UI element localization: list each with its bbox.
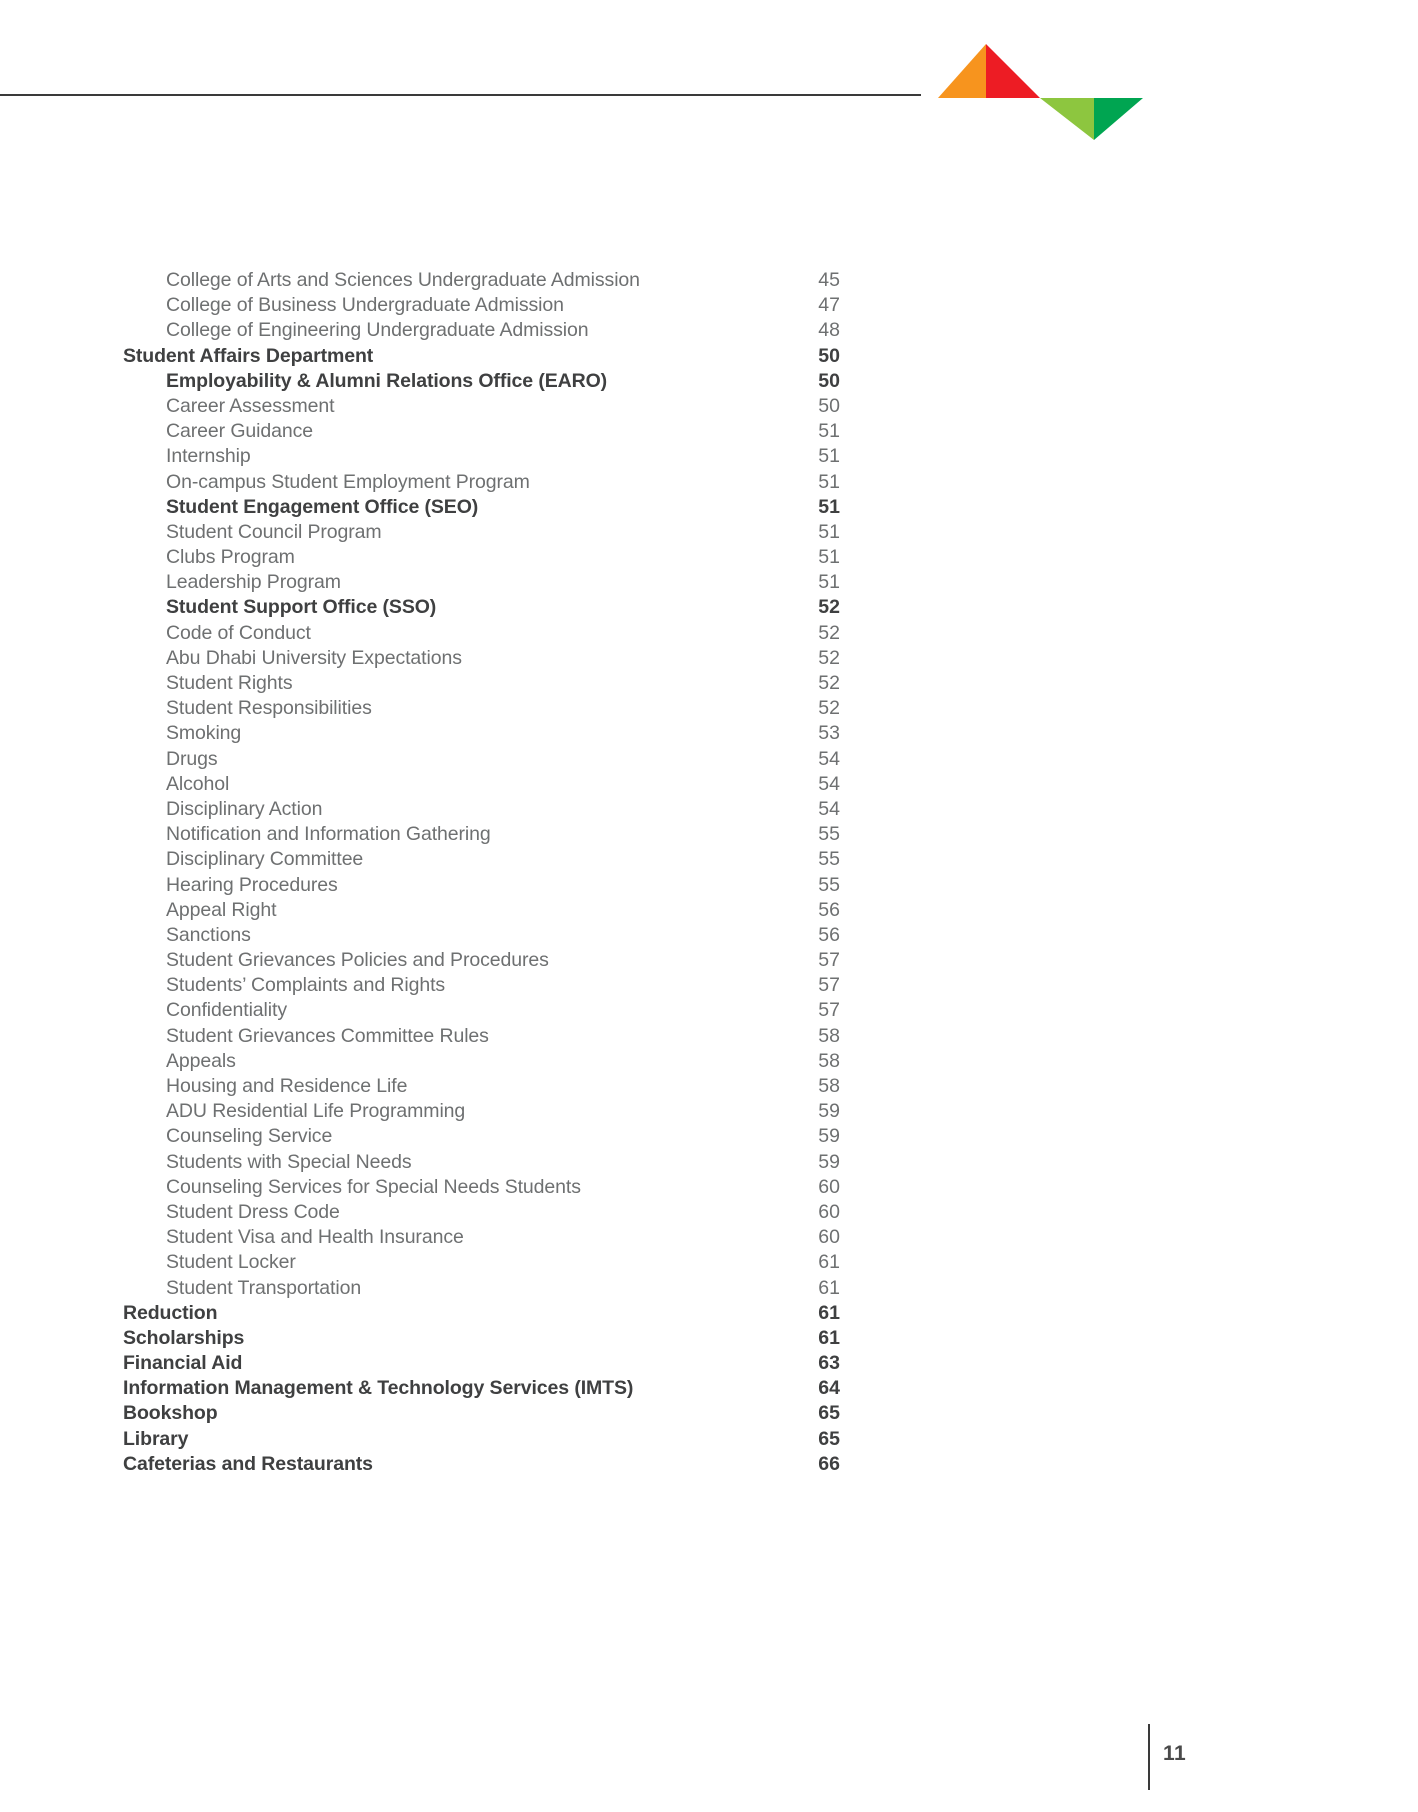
toc-entry-page-number: 61 (818, 1326, 840, 1349)
toc-entry-page-number: 59 (818, 1125, 840, 1148)
toc-entry-page-number: 50 (818, 344, 840, 367)
toc-entry-title: Internship (166, 445, 251, 468)
toc-entry[interactable] (0, 721, 1418, 746)
toc-entry[interactable] (0, 394, 1418, 419)
toc-entry-page-number: 55 (818, 823, 840, 846)
toc-entry-title: Code of Conduct (166, 621, 311, 644)
toc-entry-page-number: 64 (818, 1377, 840, 1400)
toc-entry-page-number: 51 (818, 420, 840, 443)
toc-entry-page-number: 61 (818, 1301, 840, 1324)
footer-divider-rule (1148, 1724, 1150, 1790)
toc-entry[interactable] (0, 797, 1418, 822)
toc-entry[interactable] (0, 1175, 1418, 1200)
table-of-contents (0, 268, 1418, 1477)
toc-entry[interactable] (0, 1049, 1418, 1074)
toc-entry-page-number: 57 (818, 949, 840, 972)
toc-entry[interactable] (0, 470, 1418, 495)
toc-entry-page-number: 48 (818, 319, 840, 342)
toc-entry-page-number: 61 (818, 1251, 840, 1274)
toc-entry-page-number: 54 (818, 797, 840, 820)
toc-entry-page-number: 56 (818, 923, 840, 946)
toc-entry-title: Disciplinary Committee (166, 848, 364, 871)
toc-entry-title: Appeal Right (166, 898, 277, 921)
toc-entry-title: Student Rights (166, 672, 293, 694)
toc-entry-page-number: 51 (818, 495, 840, 518)
toc-entry-title: Clubs Program (166, 546, 295, 569)
toc-entry-title: Student Engagement Office (SEO) (166, 495, 479, 518)
toc-entry-title: Financial Aid (123, 1352, 243, 1375)
toc-entry[interactable] (0, 696, 1418, 721)
toc-entry-page-number: 58 (818, 1049, 840, 1072)
header-divider-rule (0, 94, 921, 96)
toc-entry[interactable] (0, 1150, 1418, 1175)
toc-entry-page-number: 60 (818, 1175, 840, 1198)
toc-entry-title: Career Guidance (166, 420, 313, 443)
toc-entry[interactable] (0, 1351, 1418, 1376)
toc-entry[interactable] (0, 1276, 1418, 1301)
toc-entry-page-number: 58 (818, 1075, 840, 1097)
toc-entry-page-number: 50 (818, 394, 840, 417)
toc-entry-title: Hearing Procedures (166, 873, 338, 896)
toc-entry[interactable] (0, 1401, 1418, 1426)
toc-entry[interactable] (0, 1427, 1418, 1452)
toc-entry-page-number: 50 (818, 369, 840, 392)
logo-dark-green-triangle (1094, 98, 1143, 140)
toc-entry-page-number: 51 (818, 445, 840, 468)
toc-entry[interactable] (0, 1124, 1418, 1149)
toc-entry-page-number: 55 (818, 848, 840, 871)
toc-entry-title: Student Locker (166, 1251, 296, 1274)
toc-entry[interactable] (0, 570, 1418, 595)
logo-orange-triangle (938, 44, 986, 98)
toc-entry[interactable] (0, 1225, 1418, 1250)
toc-entry-page-number: 52 (818, 646, 840, 669)
toc-entry-page-number: 52 (818, 672, 840, 694)
toc-entry-title: On-campus Student Employment Program (166, 470, 530, 493)
toc-entry-page-number: 54 (818, 772, 840, 795)
toc-entry-title: Employability & Alumni Relations Office (EARO) (166, 369, 608, 392)
toc-entry-title: Appeals (166, 1049, 236, 1072)
toc-entry-title: Student Grievances Committee Rules (166, 1024, 489, 1047)
toc-entry-title: Student Responsibilities (166, 697, 372, 720)
toc-entry-page-number: 65 (818, 1402, 840, 1425)
logo-light-green-triangle (1040, 98, 1094, 140)
toc-entry[interactable] (0, 1452, 1418, 1477)
logo-red-triangle (986, 44, 1040, 98)
toc-entry[interactable] (0, 344, 1418, 369)
toc-entry[interactable] (0, 444, 1418, 469)
toc-entry[interactable] (0, 898, 1418, 923)
toc-entry-page-number: 60 (818, 1200, 840, 1223)
toc-entry-title: College of Arts and Sciences Undergraduate Admission (166, 269, 640, 291)
toc-entry[interactable] (0, 847, 1418, 872)
toc-entry-title: ADU Residential Life Programming (166, 1100, 466, 1123)
toc-entry-page-number: 45 (818, 269, 840, 291)
toc-entry-page-number: 58 (818, 1024, 840, 1047)
toc-entry[interactable] (0, 948, 1418, 973)
toc-entry-title: Student Dress Code (166, 1200, 340, 1223)
toc-entry[interactable] (0, 293, 1418, 318)
toc-entry-title: Career Assessment (166, 394, 335, 417)
toc-entry-title: Library (123, 1427, 189, 1450)
toc-entry[interactable] (0, 998, 1418, 1023)
toc-entry-page-number: 66 (818, 1452, 840, 1475)
toc-entry-title: Drugs (166, 747, 218, 770)
toc-entry-title: Leadership Program (166, 571, 341, 594)
toc-entry-page-number: 54 (818, 747, 840, 770)
toc-entry[interactable] (0, 646, 1418, 671)
toc-entry[interactable] (0, 873, 1418, 898)
toc-entry-title: Student Support Office (SSO) (166, 596, 437, 619)
toc-entry[interactable] (0, 1250, 1418, 1275)
toc-entry-page-number: 65 (818, 1427, 840, 1450)
toc-entry-page-number: 47 (818, 294, 840, 317)
toc-entry-page-number: 57 (818, 999, 840, 1022)
toc-entry-title: Scholarships (123, 1326, 245, 1349)
toc-entry[interactable] (0, 545, 1418, 570)
toc-entry-title: Housing and Residence Life (166, 1075, 408, 1097)
toc-entry-page-number: 56 (818, 898, 840, 921)
toc-entry[interactable] (0, 1200, 1418, 1225)
toc-entry-page-number: 57 (818, 974, 840, 997)
toc-entry-title: Information Management & Technology Services (IMTS) (123, 1377, 634, 1400)
toc-entry[interactable] (0, 1099, 1418, 1124)
toc-entry[interactable] (0, 621, 1418, 646)
toc-entry-title: Disciplinary Action (166, 797, 323, 820)
toc-entry-title: Students’ Complaints and Rights (166, 974, 446, 997)
toc-entry-title: Student Council Program (166, 520, 382, 543)
toc-entry-page-number: 52 (818, 596, 840, 619)
toc-entry[interactable] (0, 318, 1418, 343)
toc-entry-page-number: 51 (818, 470, 840, 493)
toc-entry[interactable] (0, 973, 1418, 998)
toc-entry[interactable] (0, 1024, 1418, 1049)
toc-entry-title: Alcohol (166, 772, 230, 795)
toc-entry[interactable] (0, 520, 1418, 545)
toc-entry-title: Student Visa and Health Insurance (166, 1226, 464, 1249)
toc-entry[interactable] (0, 923, 1418, 948)
toc-entry[interactable] (0, 747, 1418, 772)
toc-entry[interactable] (0, 419, 1418, 444)
toc-entry-page-number: 61 (818, 1276, 840, 1299)
toc-entry-title: Students with Special Needs (166, 1150, 412, 1173)
toc-entry-title: Sanctions (166, 923, 251, 946)
toc-entry-title: College of Business Undergraduate Admission (166, 294, 564, 317)
toc-entry[interactable] (0, 671, 1418, 696)
toc-entry-page-number: 52 (818, 697, 840, 720)
footer-page-number: 11 (1163, 1742, 1187, 1765)
toc-entry[interactable] (0, 1376, 1418, 1401)
toc-entry-title: Student Transportation (166, 1276, 362, 1299)
toc-entry-title: Abu Dhabi University Expectations (166, 646, 462, 669)
toc-entry-page-number: 52 (818, 621, 840, 644)
toc-entry-title: Counseling Services for Special Needs Students (166, 1175, 581, 1198)
toc-entry-page-number: 63 (818, 1352, 840, 1375)
toc-entry-page-number: 51 (818, 520, 840, 543)
toc-entry-title: Confidentiality (166, 999, 287, 1022)
toc-entry-title: Notification and Information Gathering (166, 823, 491, 846)
toc-entry[interactable] (0, 1074, 1418, 1099)
toc-entry[interactable] (0, 1326, 1418, 1351)
toc-entry-title: Smoking (166, 722, 242, 745)
toc-entry[interactable] (0, 369, 1418, 394)
toc-entry-title: College of Engineering Undergraduate Admission (166, 319, 589, 342)
toc-entry[interactable] (0, 268, 1418, 293)
toc-entry[interactable] (0, 772, 1418, 797)
toc-entry-title: Student Affairs Department (123, 344, 374, 367)
toc-entry-page-number: 51 (818, 546, 840, 569)
toc-entry-page-number: 59 (818, 1150, 840, 1173)
toc-entry-page-number: 60 (818, 1226, 840, 1249)
toc-entry-page-number: 53 (818, 722, 840, 745)
toc-entry[interactable] (0, 595, 1418, 620)
toc-entry-page-number: 55 (818, 873, 840, 896)
toc-entry-page-number: 51 (818, 571, 840, 594)
toc-entry-page-number: 59 (818, 1100, 840, 1123)
toc-entry[interactable] (0, 1301, 1418, 1326)
toc-entry[interactable] (0, 495, 1418, 520)
adu-triangles-logo (938, 44, 1143, 140)
toc-entry-title: Cafeterias and Restaurants (123, 1452, 373, 1475)
toc-entry-title: Counseling Service (166, 1125, 333, 1148)
toc-entry-title: Student Grievances Policies and Procedures (166, 949, 549, 972)
toc-entry[interactable] (0, 822, 1418, 847)
toc-entry-title: Reduction (123, 1301, 218, 1324)
toc-entry-title: Bookshop (123, 1402, 218, 1425)
